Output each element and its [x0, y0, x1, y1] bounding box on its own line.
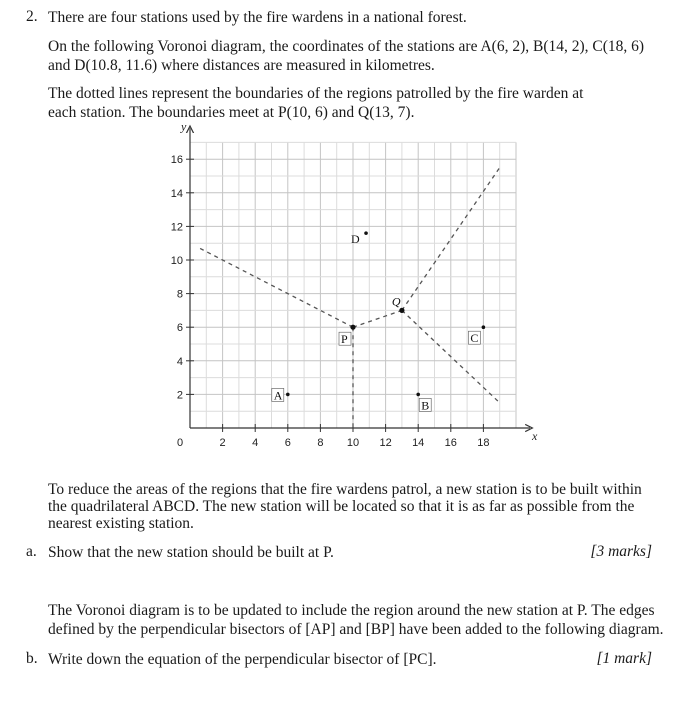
para1-line2: and D(10.8, 11.6) where distances are measured in kilometres. [48, 57, 435, 74]
x-tick-label: 12 [379, 437, 392, 449]
y-tick-label: 10 [170, 255, 183, 267]
axes [186, 128, 530, 432]
vertex-p-label: P [341, 332, 348, 347]
station-d-point [364, 231, 368, 235]
part-a-text: Show that the new station should be built at P. [48, 544, 334, 561]
y-tick-label: 14 [170, 187, 183, 200]
origin-label: 0 [177, 437, 184, 449]
x-tick-label: 8 [317, 437, 324, 449]
vertex-q-point [399, 308, 404, 313]
x-tick-label: 14 [412, 437, 425, 449]
part-b-marks: [1 mark] [596, 650, 652, 667]
station-a-point [286, 393, 290, 397]
x-axis-label: x [532, 429, 538, 443]
station-c-label: C [470, 331, 479, 346]
para3-line1: To reduce the areas of the regions that the fire wardens patrol, a new station is to be built within [48, 481, 642, 498]
part-b-text: Write down the equation of the perpendicular bisector of [PC]. [48, 651, 437, 668]
y-tick-label: 12 [170, 221, 183, 234]
vertex-q-label: Q [391, 294, 401, 309]
boundary-PQ [353, 310, 402, 327]
para2-line2: each station. The boundaries meet at P(10, 6) and Q(13, 7). [48, 104, 415, 121]
part-a-label: a. [26, 543, 37, 560]
part-a-marks: [3 marks] [590, 543, 652, 560]
station-b-point [416, 393, 420, 397]
boundaries [198, 168, 500, 428]
y-tick-label: 16 [170, 154, 183, 167]
x-tick-label: 6 [284, 437, 291, 449]
station-b-label: B [421, 398, 430, 413]
para2-line1: The dotted lines represent the boundaries of the regions patrolled by the fire warden at [48, 85, 584, 102]
boundary-P-left [198, 247, 353, 327]
y-tick-label: 8 [176, 288, 183, 301]
x-tick-label: 4 [252, 437, 259, 449]
para4-line1: The Voronoi diagram is to be updated to include the region around the new station at P. The edges [48, 602, 655, 619]
station-a-label: A [273, 388, 283, 403]
x-tick-label: 2 [219, 437, 226, 449]
vertex-p-point [350, 325, 355, 330]
station-d-label: D [351, 232, 360, 247]
x-tick-label: 16 [444, 437, 457, 449]
y-tick-label: 2 [176, 389, 183, 402]
para1-line1: On the following Voronoi diagram, the coordinates of the stations are A(6, 2), B(14, 2), C(18, 6) [48, 38, 645, 55]
para3-line3: nearest existing station. [48, 515, 194, 532]
voronoi-diagram [150, 119, 550, 458]
y-tick-label: 6 [176, 322, 183, 335]
part-b-label: b. [26, 650, 38, 667]
x-tick-label: 18 [477, 437, 490, 449]
station-c-point [482, 325, 486, 329]
x-tick-label: 10 [346, 437, 360, 449]
y-axis-label: y [181, 119, 187, 134]
question-intro: There are four stations used by the fire wardens in a national forest. [48, 9, 467, 26]
y-tick-label: 4 [176, 355, 183, 368]
para4-line2: defined by the perpendicular bisectors of [AP] and [BP] have been added to the following diagram. [48, 621, 664, 638]
para3-line2: the quadrilateral ABCD. The new station will be located so that it is as far as possible from the [48, 498, 635, 515]
question-number: 2. [26, 8, 38, 25]
